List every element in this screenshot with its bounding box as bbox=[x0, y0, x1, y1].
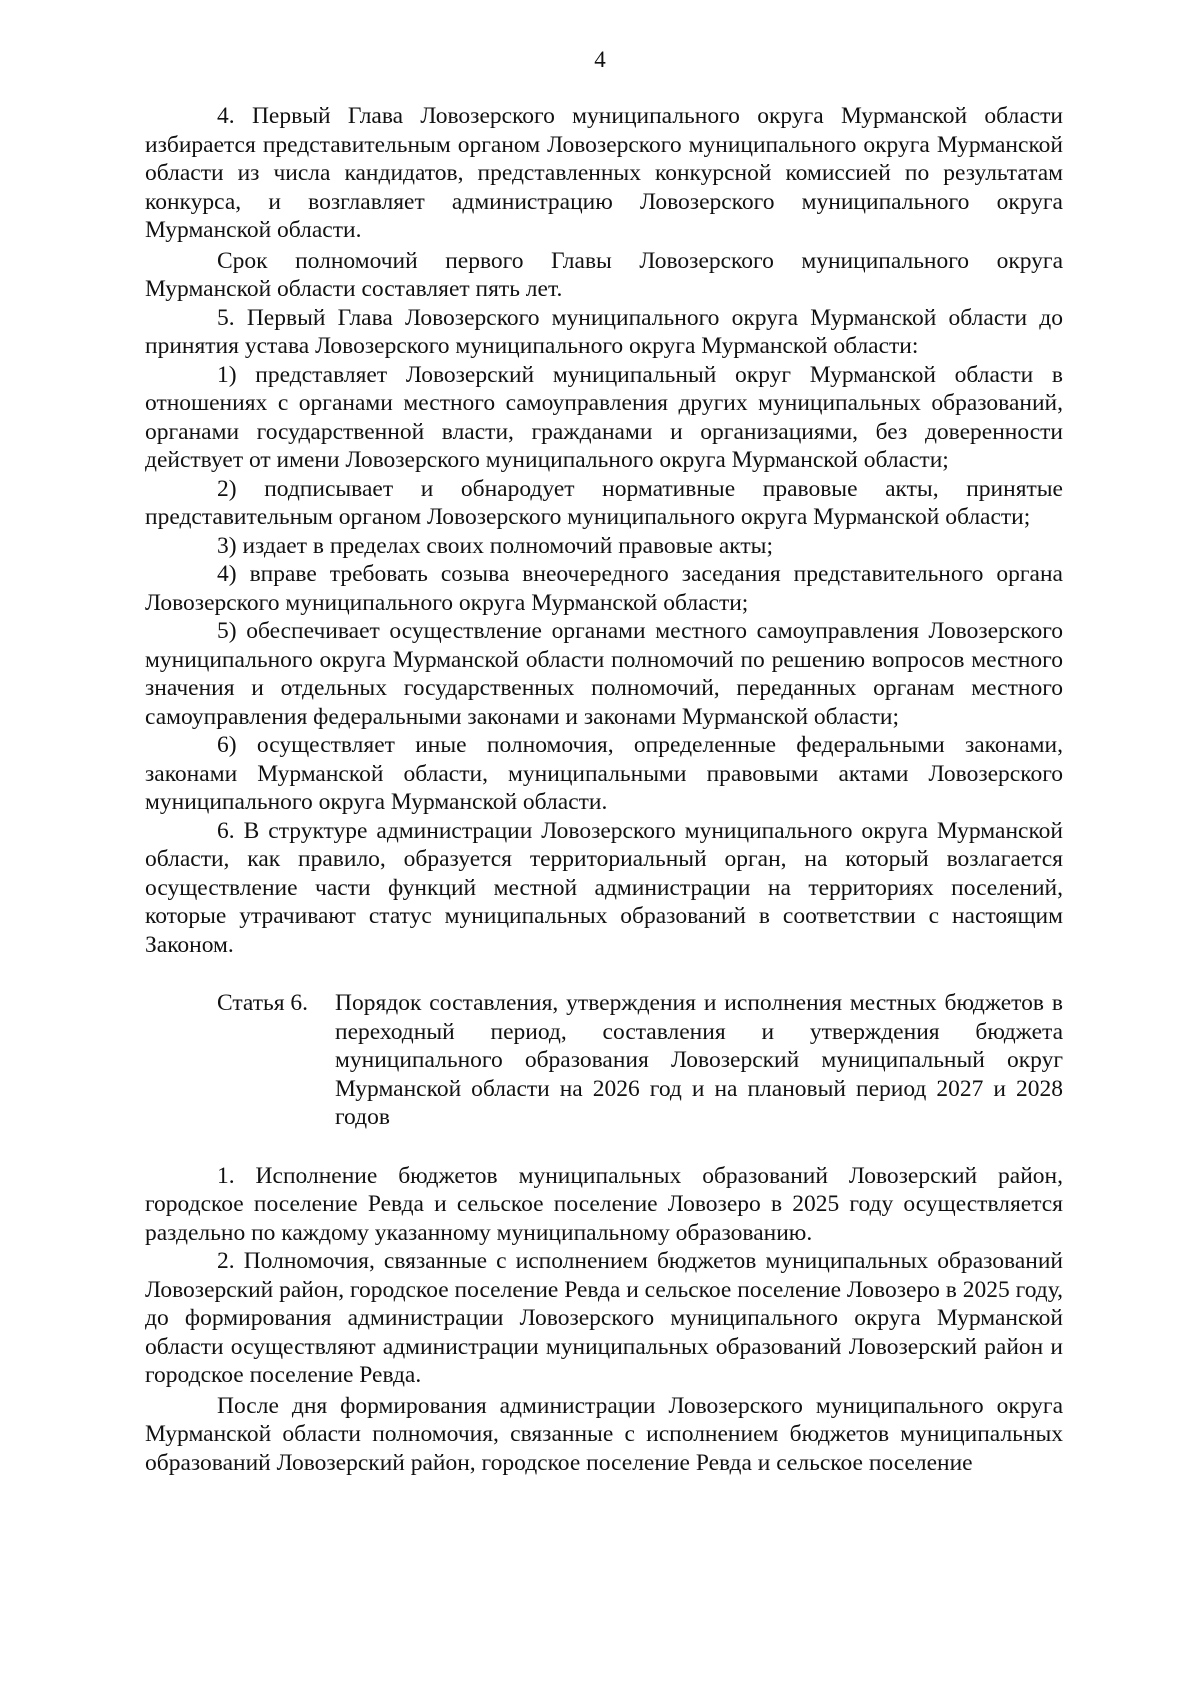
paragraph-5: 5. Первый Глава Ловозерского муниципального округа Мурманской области до принятия устава Ловозерского муниципального округа Мурманской области: bbox=[145, 304, 1063, 359]
paragraph-4: 4. Первый Глава Ловозерского муниципального округа Мурманской области избирается представительным органом Ловозерского муниципального округа Мурманской области из числа кандидатов, представленных конкурсной комиссией по результатам конкурса, и возглавляет администрацию Ловозерского муниципального округа Мурманской области. bbox=[145, 103, 1063, 243]
article-paragraph-2: 2. Полномочия, связанные с исполнением бюджетов муниципальных образований Ловозерский район, городское поселение Ревда и сельское поселение Ловозеро в 2025 году, до формирования администрации Ловозерского муниципального округа Мурманской области осуществляют администрации муниципальных образований Ловозерский район и городское поселение Ревда. bbox=[145, 1248, 1063, 1388]
article-label: Статья 6. bbox=[217, 990, 309, 1016]
article-heading bbox=[145, 989, 1063, 1132]
page-number: 4 bbox=[594, 47, 606, 72]
paragraph-term: Срок полномочий первого Главы Ловозерского муниципального округа Мурманской области составляет пять лет. bbox=[145, 247, 1063, 302]
document-body bbox=[145, 102, 1063, 1477]
article-paragraph-after-formation: После дня формирования администрации Ловозерского муниципального округа Мурманской области полномочия, связанные с исполнением бюджетов муниципальных образований Ловозерский район, городское поселение Ревда и сельское поселение bbox=[145, 1392, 1063, 1476]
list-item-5: 5) обеспечивает осуществление органами местного самоуправления Ловозерского муниципального округа Мурманской области полномочий по решению вопросов местного значения и отдельных государственных полномочий, переданных органам местного самоуправления федеральными законами и законами Мурманской области; bbox=[145, 618, 1063, 730]
list-item-6: 6) осуществляет иные полномочия, определенные федеральными законами, законами Мурманской области, муниципальными правовыми актами Ловозерского муниципального округа Мурманской области. bbox=[145, 732, 1063, 815]
list-item-1: 1) представляет Ловозерский муниципальный округ Мурманской области в отношениях с органами местного самоуправления других муниципальных образований, органами государственной власти, гражданами и организациями, без доверенности действует от имени Ловозерского муниципального округа Мурманской области; bbox=[145, 361, 1063, 473]
paragraph-6: 6. В структуре администрации Ловозерского муниципального округа Мурманской области, как правило, образуется территориальный орган, на который возлагается осуществление части функций местной администрации на территориях поселений, которые утрачивают статус муниципальных образований в соответствии с настоящим Законом. bbox=[145, 817, 1063, 958]
article-paragraph-1: 1. Исполнение бюджетов муниципальных образований Ловозерский район, городское поселение Ревда и сельское поселение Ловозеро в 2025 году осуществляется раздельно по каждому указанному муниципальному образованию. bbox=[145, 1162, 1063, 1246]
list-item-2: 2) подписывает и обнародует нормативные правовые акты, принятые представительным органом Ловозерского муниципального округа Мурманской области; bbox=[145, 475, 1063, 530]
list-item-4: 4) вправе требовать созыва внеочередного заседания представительного органа Ловозерского муниципального округа Мурманской области; bbox=[145, 561, 1063, 616]
list-item-3: 3) издает в пределах своих полномочий правовые акты; bbox=[217, 532, 773, 559]
article-title: Порядок составления, утверждения и исполнения местных бюджетов в переходный период, составления и утверждения бюджета муниципального образования Ловозерский муниципальный округ Мурманской области на 2026 год и на плановый период 2027 и 2028 годов bbox=[335, 990, 1063, 1130]
